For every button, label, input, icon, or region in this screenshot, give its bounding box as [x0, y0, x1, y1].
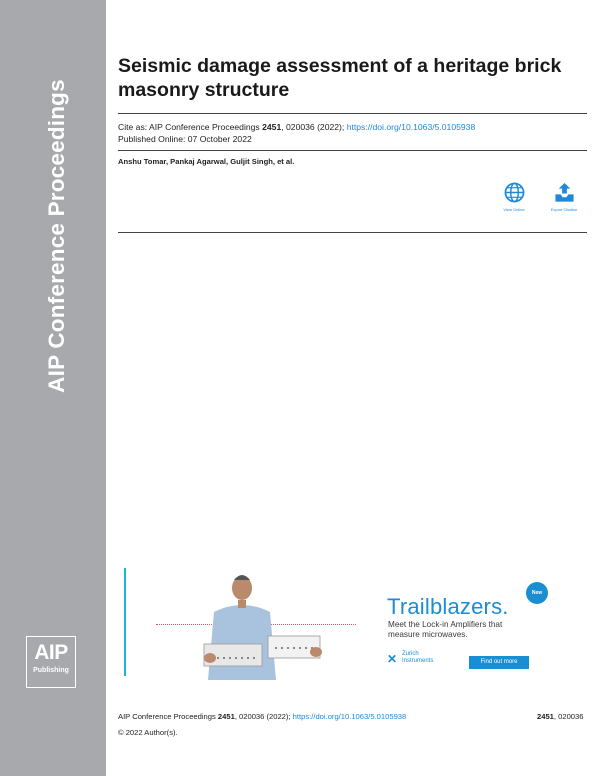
- divider: [118, 150, 587, 151]
- footer-page-ref: [537, 711, 583, 722]
- cite-mid: , 020036 (2022);: [281, 122, 347, 132]
- journal-name: AIP Conference Proceedings: [44, 79, 69, 393]
- logo-subtext: Publishing: [33, 667, 69, 674]
- doi-link[interactable]: https://doi.org/10.1063/5.0105938: [346, 122, 476, 132]
- footer-doi-link[interactable]: https://doi.org/10.1063/5.0105938: [292, 712, 407, 721]
- view-online-label: View Online: [503, 207, 525, 212]
- ad-accent-rule: [124, 568, 126, 676]
- zurich-instruments-brand: [402, 651, 433, 665]
- export-citation-label: Export Citation: [550, 207, 578, 212]
- footer-cite-mid: , 020036 (2022);: [234, 712, 293, 721]
- zurich-logo-icon: ✕: [387, 652, 398, 666]
- divider: [118, 232, 587, 233]
- find-out-more-button[interactable]: Find out more: [469, 656, 529, 669]
- logo-text: AIP: [34, 641, 68, 664]
- aip-publishing-logo[interactable]: [26, 636, 76, 688]
- author-list[interactable]: Anshu Tomar, Pankaj Agarwal, Guljit Singh, et al.: [118, 157, 295, 166]
- export-citation-button[interactable]: [544, 182, 584, 212]
- footer-page-article: , 020036: [553, 712, 584, 721]
- cite-prefix: Cite as: AIP Conference Proceedings: [118, 122, 263, 132]
- article-title: Seismic damage assessment of a heritage brick masonry structure: [118, 55, 562, 101]
- view-online-button[interactable]: [494, 182, 534, 212]
- footer-page-volume: 2451: [537, 712, 554, 721]
- footer-citation: [118, 711, 406, 722]
- ad-tagline: measure microwaves.: [388, 630, 468, 639]
- new-badge: New: [526, 582, 548, 604]
- ad-tagline: Meet the Lock-in Amplifiers that: [388, 620, 503, 629]
- ad-headline: Trailblazers.: [387, 594, 509, 619]
- globe-icon: [504, 182, 525, 203]
- footer-volume: 2451: [217, 712, 235, 721]
- person-holding-instruments-image: [182, 568, 332, 680]
- footer-journal: AIP Conference Proceedings: [118, 712, 218, 721]
- export-icon: [554, 182, 575, 203]
- published-date: Published Online: 07 October 2022: [118, 134, 252, 144]
- citation-line: [118, 121, 475, 133]
- brand-line: Instruments: [402, 658, 434, 664]
- copyright-notice: © 2022 Author(s).: [118, 728, 178, 737]
- cite-volume: 2451: [262, 122, 282, 132]
- divider: [118, 113, 587, 114]
- journal-sidebar: [0, 0, 106, 776]
- advertisement-banner[interactable]: [124, 564, 568, 680]
- brand-line: Zurich: [402, 651, 419, 657]
